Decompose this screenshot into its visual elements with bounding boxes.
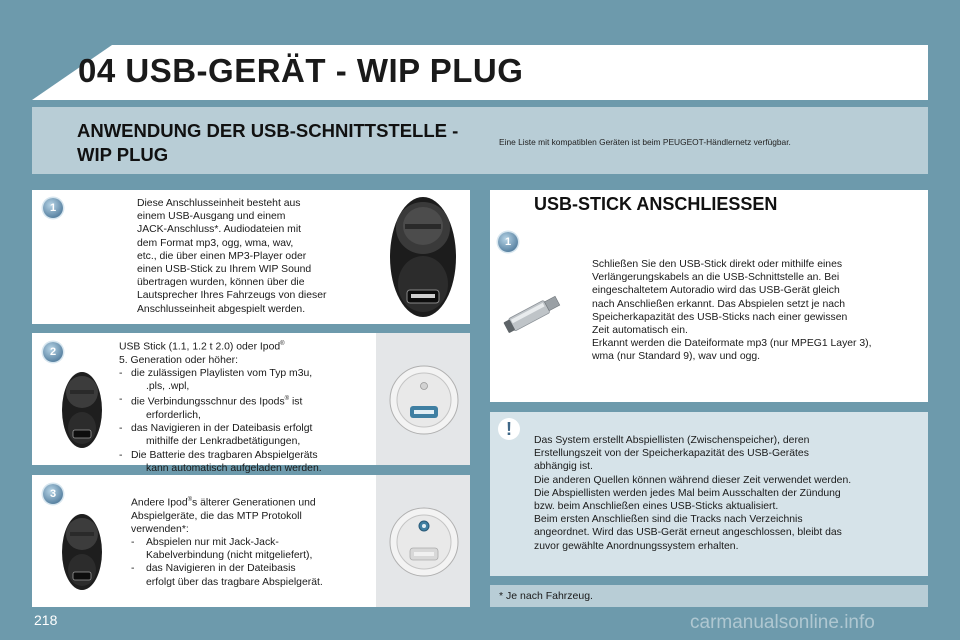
step-badge-3: 3 xyxy=(43,484,63,504)
usb-section-line: wma (nur Standard 9), wav und ogg. xyxy=(592,351,761,363)
usb-section-line: Speicherkapazität des USB-Sticks nach einer gewissen xyxy=(592,311,848,323)
list-dash: - xyxy=(131,563,135,575)
usb-section-title: USB-STICK ANSCHLIESSEN xyxy=(534,194,778,214)
block-2-text xyxy=(119,338,369,475)
list-item-continuation: .pls, .wpl, xyxy=(146,381,190,393)
warning-line: abhängig ist. xyxy=(534,461,593,473)
list-item xyxy=(131,536,371,549)
list-dash: - xyxy=(119,449,123,461)
warning-icon: ! xyxy=(498,418,520,440)
list-item-continuation: Kabelverbindung (nicht mitgeliefert), xyxy=(146,550,313,562)
list-dash: - xyxy=(131,537,135,549)
watermark: carmanualsonline.info xyxy=(690,612,875,633)
block-1-line: Diese Anschlusseinheit besteht aus xyxy=(137,198,301,209)
usb-section-header xyxy=(490,190,928,220)
warning-text xyxy=(534,434,851,553)
jack-port-diagram-icon xyxy=(386,500,462,584)
compatibility-note: Eine Liste mit kompatiblen Geräten ist beim PEUGEOT-Händlernetz verfügbar. xyxy=(499,137,791,147)
usb-section-line: Erkannt werden die Dateiformate mp3 (nur MPEG1 Layer 3), xyxy=(592,338,872,350)
list-dash: - xyxy=(119,367,123,379)
warning-line: Beim ersten Anschließen sind die Tracks nach Verzeichnis xyxy=(534,514,803,526)
step-badge-usb-1: 1 xyxy=(498,232,518,252)
usb-jack-unit-open-icon xyxy=(385,192,461,322)
block-3-intro xyxy=(131,494,371,510)
warning-line: bzw. beim Anschließen eines USB-Sticks aktualisiert. xyxy=(534,501,779,513)
warning-line: Die Abspiellisten werden jedes Mal beim Ausschalten der Zündung xyxy=(534,487,841,499)
list-dash: - xyxy=(119,394,123,406)
list-item-text: ist xyxy=(289,396,303,408)
block-1-line: JACK-Anschluss*. Audiodateien mit xyxy=(137,224,302,236)
list-dash: - xyxy=(119,423,123,435)
page-number: 218 xyxy=(34,612,58,628)
registered-mark: ® xyxy=(280,341,285,347)
block-1-line: etc., die über einen MP3-Player oder xyxy=(137,250,307,262)
list-item-continuation: erfolgt über das tragbare Abspielgerät. xyxy=(146,576,323,588)
warning-line: zuvor gewählte Anordnungssystem erhalten. xyxy=(534,540,739,552)
warning-line: Die anderen Quellen können während dieser Zeit verwendet werden. xyxy=(534,474,852,486)
usb-section-text xyxy=(592,258,872,364)
block-2-intro-line: 5. Generation oder höher: xyxy=(119,354,238,366)
list-item-text: die zulässigen Playlisten vom Typ m3u, xyxy=(131,367,313,379)
warning-line: angeordnet. Wird das USB-Gerät erneut angeschlossen, bleibt das xyxy=(534,527,842,539)
block-1-line: dem Format mp3, ogg, wma, wav, xyxy=(137,237,294,249)
usb-jack-unit-closed-icon xyxy=(60,370,104,450)
block-1-line: Lautsprecher Ihres Fahrzeugs von dieser xyxy=(137,290,327,302)
block-1-text xyxy=(137,197,326,316)
list-item xyxy=(119,449,369,462)
usb-stick-icon xyxy=(502,290,566,334)
page-title: 04 USB-GERÄT - WIP PLUG xyxy=(78,52,524,89)
block-2-intro xyxy=(119,338,369,354)
usb-section-line: Verlängerungskabels an die USB-Schnittstelle an. Bei xyxy=(592,272,840,284)
list-item xyxy=(131,562,371,575)
block-2-intro-text: USB Stick (1.1, 1.2 t 2.0) oder Ipod xyxy=(119,341,281,353)
list-item-text: Die Batterie des tragbaren Abspielgeräts xyxy=(131,449,318,461)
usb-section-line: nach Anschließen erkannt. Das Abspielen setzt je nach xyxy=(592,298,845,310)
list-item xyxy=(119,393,369,409)
compatibility-note-box xyxy=(490,107,928,174)
list-item-text: Abspielen nur mit Jack-Jack- xyxy=(146,537,279,549)
registered-mark: ® xyxy=(187,497,193,503)
block-3-intro-text: s älterer Generationen und xyxy=(192,497,316,509)
step-badge-1: 1 xyxy=(43,198,63,218)
block-1-line: einen USB-Stick zu Ihrem WIP Sound xyxy=(137,264,312,276)
list-item-text: das Navigieren in der Dateibasis erfolgt xyxy=(131,423,313,435)
usb-section-line: Zeit automatisch ein. xyxy=(592,325,688,337)
registered-mark: ® xyxy=(284,396,290,403)
section-heading-box xyxy=(32,107,490,174)
block-3-text xyxy=(131,494,371,589)
list-item-continuation: erforderlich, xyxy=(146,409,201,421)
list-item-continuation: mithilfe der Lenkradbetätigungen, xyxy=(146,436,301,448)
warning-line: Erstellungszeit von der Speicherkapazität des USB-Gerätes xyxy=(534,448,809,460)
footnote-box xyxy=(490,585,928,607)
list-item-continuation: kann automatisch aufgeladen werden. xyxy=(146,462,322,474)
block-3-intro-line: Abspielgeräte, die das MTP Protokoll xyxy=(131,510,302,522)
block-3-intro-text: Andere Ipod xyxy=(131,497,188,509)
usb-jack-unit-closed-icon xyxy=(60,512,104,592)
usb-port-diagram-icon xyxy=(386,358,462,442)
block-1-line: übertragen wurden, können über die xyxy=(137,277,305,289)
list-item xyxy=(119,367,369,380)
step-badge-2: 2 xyxy=(43,342,63,362)
block-1-line: einem USB-Ausgang und einem xyxy=(137,211,286,223)
block-1-line: Anschlusseinheit abgespielt werden. xyxy=(137,303,306,315)
usb-section-line: Schließen Sie den USB-Stick direkt oder mithilfe eines xyxy=(592,259,843,270)
section-title: ANWENDUNG DER USB-SCHNITTSTELLE - WIP PLUG xyxy=(77,120,459,165)
list-item-text: die Verbindungsschnur des Ipods xyxy=(131,396,285,408)
list-item xyxy=(119,422,369,435)
usb-section-line: eingeschaltetem Autoradio wird das USB-Gerät gleich xyxy=(592,285,840,297)
warning-line: Das System erstellt Abspiellisten (Zwischenspeicher), deren xyxy=(534,435,810,446)
list-item-text: das Navigieren in der Dateibasis xyxy=(146,563,296,575)
footnote: * Je nach Fahrzeug. xyxy=(499,590,593,602)
block-3-intro-line: verwenden*: xyxy=(131,523,189,535)
